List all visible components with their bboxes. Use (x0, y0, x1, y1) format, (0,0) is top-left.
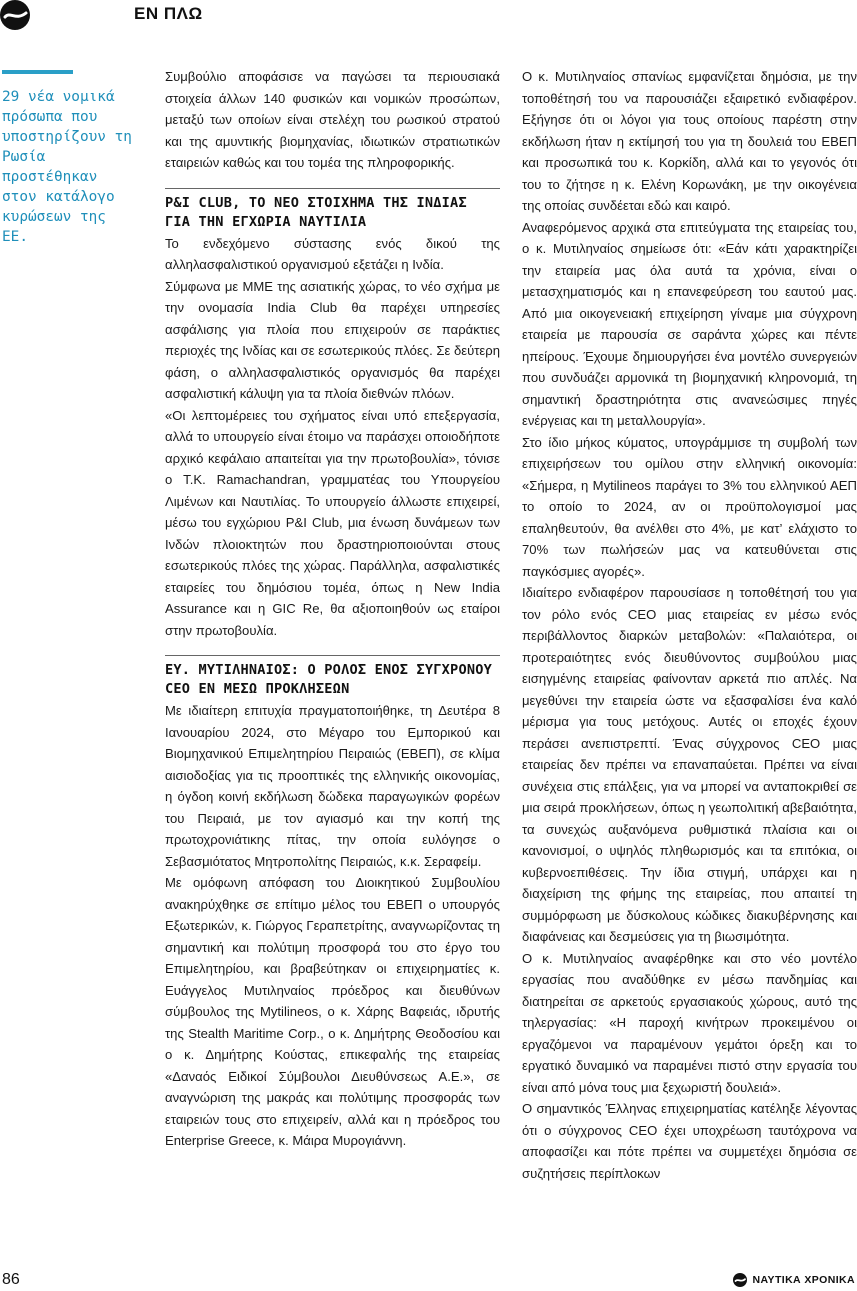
paragraph: Ο σημαντικός Έλληνας επιχειρηματίας κατέληξε λέγοντας ότι ο σύγχρονος CEO έχει υποχρέωση ταυτόχρονα να αποφασίζει και πότε πρέπει να συμμετέχει δημόσια σε συζητήσεις περίπλοκων (522, 1101, 857, 1181)
paragraph: Ο κ. Μυτιληναίος αναφέρθηκε και στο νέο μοντέλο εργασίας που αναδύθηκε εν μέσω πανδημίας και διατηρείται σε αρκετούς εργασιακούς χώρους, αυτό της τηλεργασίας: «Η παροχή κινήτρων προκειμένου οι εργαζόμενοι να παραμένουν γεμάτοι όρεξη και το εργατικό δυναμικό να παραμένει πιστό στην εργασία του είναι από μόνα τους μια ξεχωριστή δουλειά». (522, 950, 857, 1095)
paragraph: Με ιδιαίτερη επιτυχία πραγματοποιήθηκε, τη Δευτέρα 8 Ιανουαρίου 2024, στο Μέγαρο του Εμπορικού και Βιομηχανικού Επιμελητηρίου Πειραιώς (ΕΒΕΠ), σε κλίμα αισιοδοξίας για τις προοπτικές της ελληνικής οικονομίας, η όγδοη κοινή εκδήλωση δώδεκα παραγωγικών φορέων του Πειραιά, με τον αγιασμό και την κοπή της πρωτοχρονιάτικης πίτας, την οποία ευλόγησε ο Σεβασμιότατος Μητροπολίτης Πειραιώς, κ.κ. Σεραφείμ. (165, 703, 500, 869)
paragraph: Σύμφωνα με ΜΜΕ της ασιατικής χώρας, το νέο σχήμα με την ονομασία India Club θα παρέχει υπηρεσίες ασφάλισης για πλοία που επιχειρούν σε παράκτιες περιοχές της Ινδίας και σε εσωτερικούς πλόες. Σε δεύτερη φάση, ο αλληλασφαλιστικός οργανισμός θα παρέχει ασφαλιστική κάλυψη για τα πλοία διεθνών πλόων. (165, 278, 500, 401)
section-divider (165, 655, 500, 656)
page-number: 86 (2, 1271, 20, 1288)
intro-paragraph: Συμβούλιο αποφάσισε να παγώσει τα περιουσιακά στοιχεία άλλων 140 φυσικών και νομικών προσώπων, μεταξύ των οποίων είναι στελέχη του ρωσικού στρατού και της αμυντικής βιομηχανίας, ιδιωτικών στρατιωτικών εταιρειών καθώς και του τομέα της πληροφορικής. (165, 69, 500, 170)
brand-name: ΝΑΥΤΙΚΑ ΧΡΟΝΙΚΑ (752, 1274, 855, 1286)
section-heading-mytilineos: ΕΥ. ΜΥΤΙΛΗΝΑΙΟΣ: Ο ΡΟΛΟΣ ΕΝΟΣ ΣΥΓΧΡΟΝΟΥ CEO ΕΝ ΜΕΣΩ ΠΡΟΚΛΗΣΕΩΝ (165, 662, 492, 697)
article-column-middle (165, 66, 500, 1152)
paragraph: Αναφερόμενος αρχικά στα επιτεύγματα της εταιρείας του, ο κ. Μυτιληναίος σημείωσε ότι: «Εάν κάτι χαρακτηρίζει την εταιρεία μας όλα αυτά τα χρόνια, είναι ο μετασχηματισμός και η επανεφεύρεση του εαυτού μας. Από μια οικογενειακή επιχείρηση γίναμε μια σύγχρονη εταιρεία με παρουσία σε σαράντα χώρες και πέντε ηπείρους. Έχουμε δημιουργήσει ένα μοντέλο συνεργειών που συνδυάζει αρμονικά τη βιομηχανική κληρονομιά, τη σημαντική δραστηριότητα στις ανανεώσιμες πηγές ενέργειας και τη μεταλλουργία». (522, 219, 857, 428)
section-divider (165, 188, 500, 189)
paragraph: «Οι λεπτομέρειες του σχήματος είναι υπό επεξεργασία, αλλά το υπουργείο είναι έτοιμο να παράσχει οποιοδήποτε αρχικό κεφάλαιο απαιτείται για την πρωτοβουλία», τόνισε ο T.K. Ramachandran, γραμματέας του Υπουργείου Λιμένων και Ναυτιλίας. Το υπουργείο άλλωστε επιχειρεί, μέσω του εγχώριου P&I Club, μια ένωση δυνάμεων των Ινδών πλοιοκτητών που δραστηριοποιούνται στους εσωτερικούς πλόες της χώρας. Παράλληλα, ασφαλιστικές εταιρείες του δημόσιου τομέα, όπως η New India Assurance και η GIC Re, θα αξιοποιηθούν ως εταίροι στην πρωτοβουλία. (165, 407, 500, 638)
section-label: ΕΝ ΠΛΩ (134, 4, 203, 23)
pull-quote: 29 νέα νομικά πρόσωπα που υποστηρίζουν τη Ρωσία προστέθηκαν στον κατάλογο κυρώσεων της ΕΕ. (2, 89, 132, 245)
wave-logo-icon (0, 0, 30, 30)
footer-brand (733, 1273, 855, 1287)
paragraph: Στο ίδιο μήκος κύματος, υπογράμμισε τη συμβολή των επιχειρήσεων του ομίλου στην ελληνική οικονομία: «Σήμερα, η Mytilineos παράγει το 3% του ελληνικού ΑΕΠ το οποίο το 2024, αν οι προϋπολογισμοί μας επαληθευτούν, θα ανέλθει στο 4%, με κατ’ ελάχιστο το 70% των πωλήσεών μας να κατευθύνεται στις παγκόσμιες αγορές». (522, 434, 857, 579)
paragraph: Με ομόφωνη απόφαση του Διοικητικού Συμβουλίου ανακηρύχθηκε σε επίτιμο μέλος του ΕΒΕΠ ο υπουργός Εξωτερικών, κ. Γιώργος Γεραπετρίτης, αναγνωρίζοντας τη σημαντική και πολύτιμη προσφορά του στο έργο του Επιμελητηρίου, και βραβεύτηκαν οι επιχειρηματίες κ. Ευάγγελος Μυτιληναίος πρόεδρος και διευθύνων σύμβουλος της Mytilineos, ο κ. Χάρης Βαφειάς, ιδρυτής της Stealth Maritime Corp., ο κ. Δημήτρης Θεοδοσίου και ο κ. Δημήτρης Κούστας, επικεφαλής της εταιρείας «Δαναός Ειδικοί Σύμβουλοι Διευθύνσεως Α.Ε.», σε αναγνώριση της μακράς και πολύτιμης προσφοράς των εταιρειών τους στο επιχειρείν, αλλά και η πρόεδρος του Enterprise Greece, κ. Μάιρα Μυρογιάννη. (165, 875, 500, 1148)
paragraph: Ο κ. Μυτιληναίος σπανίως εμφανίζεται δημόσια, με την τοποθέτησή του να παρουσιάζει εξαιρετικό ενδιαφέρον. Εξήγησε ότι οι λόγοι για τους οποίους παρέστη στην εκδήλωση ήταν η εκτίμησή του για τη δουλειά του ΕΒΕΠ και προσωπικά του κ. Κορκίδη, αλλά και το γεγονός ότι του το ζήτησε η κ. Ελένη Κορωνάκη, με την οικογένεια της οποίας συνδέεται εδώ και καιρό. (522, 69, 857, 213)
brand-logo-icon (733, 1273, 747, 1287)
paragraph: Το ενδεχόμενο σύστασης ενός δικού της αλληλασφαλιστικού οργανισμού εξετάζει η Ινδία. (165, 235, 500, 272)
paragraph: Ιδιαίτερο ενδιαφέρον παρουσίασε η τοποθέτησή του για τον ρόλο ενός CEO μιας εταιρείας εν μέσω ενός περιβάλλοντος διαρκών μεταβολών: «Παλαιότερα, οι προτεραιότητες ενός διευθύνοντος συμβούλου μιας εισηγμένης εταιρείας φαίνονταν αρκετά πιο απλές. Να μεγεθύνει την εταιρεία ώστε να εξασφαλίσει ένα καλό μέρισμα για τους μετόχους. Αυτές οι εποχές έχουν περάσει ανεπιστρεπτί. Ένας σύγχρονος CEO μιας εταιρείας δεν πρέπει να επαναπαύεται. Πρέπει να είναι συνέχεια στις επάλξεις, για να μπορεί να ανταποκριθεί σε μια σειρά προκλήσεων, όπως η γεωπολιτική αβεβαιότητα, τα συνεχώς αυξανόμενα ρυθμιστικά πλαίσια και οι κανονισμοί, ο υψηλός πληθωρισμός και τα επιτόκια, οι κυβερνοεπιθέσεις. Την ίδια στιγμή, υπάρχει και η διαχείριση της φήμης της εταιρείας, που απαιτεί τη συμμόρφωση με δύσκολους κώδικες διακυβέρνησης και διαφάνειας και δεσμεύσεις για τη βιωσιμότητα. (522, 585, 857, 944)
section-heading-pi-club: P&I CLUB, ΤΟ ΝΕΟ ΣΤΟΙΧΗΜΑ ΤΗΣ ΙΝΔΙΑΣ ΓΙΑ ΤΗΝ ΕΓΧΩΡΙΑ ΝΑΥΤΙΛΙΑ (165, 194, 467, 230)
article-column-right (522, 66, 857, 1184)
pull-quote-rule (2, 70, 73, 74)
